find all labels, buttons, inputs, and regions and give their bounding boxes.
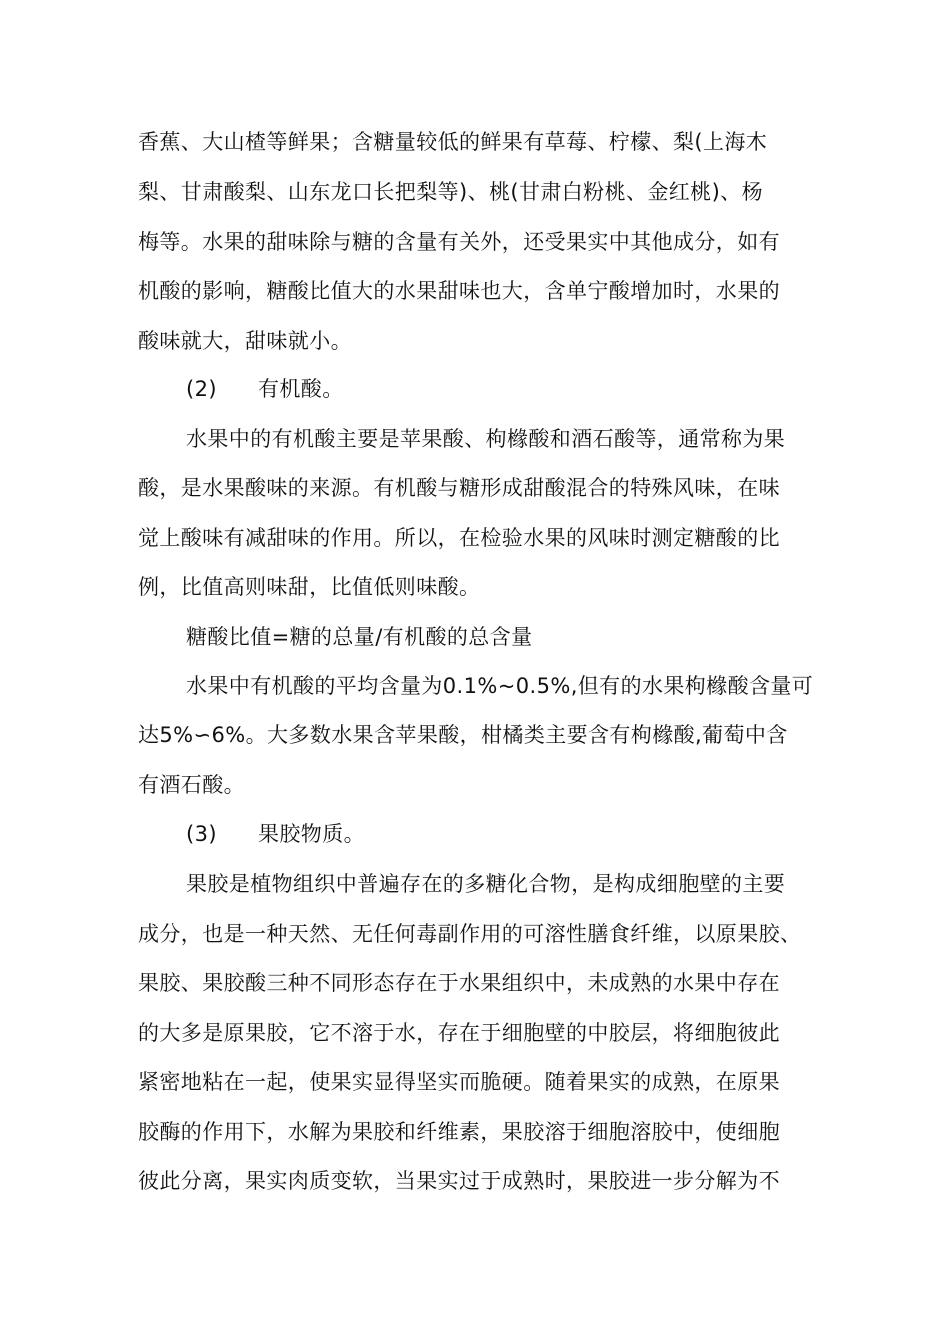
text-line: 胶酶的作用下，水解为果胶和纤维素，果胶溶于细胞溶胶中，使细胞 — [138, 1120, 780, 1144]
section-title: 有机酸。 — [258, 377, 344, 401]
text-line: 酸，是水果酸味的来源。有机酸与糖形成甜酸混合的特殊风味，在味 — [138, 476, 780, 500]
text-line: 梨、甘肃酸梨、山东龙口长把梨等)、桃(甘肃白粉桃、金红桃)、杨 — [138, 180, 763, 204]
text-line: 果胶、果胶酸三种不同形态存在于水果组织中，未成熟的水果中存在 — [138, 971, 780, 995]
section-number: (2) — [186, 377, 217, 401]
text-line: 紧密地粘在一起，使果实显得坚实而脆硬。随着果实的成熟，在原果 — [138, 1070, 780, 1094]
text-line: 成分，也是一种天然、无任何毒副作用的可溶性膳食纤维，以原果胶、 — [138, 922, 802, 946]
text-line: 酸味就大，甜味就小。 — [138, 329, 352, 353]
section-heading-2 — [186, 374, 876, 404]
text-line: 水果中的有机酸主要是苹果酸、枸橼酸和酒石酸等，通常称为果 — [186, 427, 786, 451]
text-line: 果胶是植物组织中普遍存在的多糖化合物，是构成细胞壁的主要 — [186, 872, 786, 896]
text-line: 机酸的影响，糖酸比值大的水果甜味也大，含单宁酸增加时，水果的 — [138, 279, 780, 303]
text-line: 的大多是原果胶，它不溶于水，存在于细胞壁的中胶层，将细胞彼此 — [138, 1021, 780, 1045]
text-line: 香蕉、大山楂等鲜果；含糖量较低的鲜果有草莓、柠檬、梨(上海木 — [138, 130, 768, 154]
text-line: 达5%∽6%。大多数水果含苹果酸，柑橘类主要含有枸橼酸,葡萄中含 — [138, 723, 788, 747]
section-heading-3 — [186, 819, 876, 849]
formula-line: 糖酸比值=糖的总量/有机酸的总含量 — [186, 625, 533, 649]
text-line: 水果中有机酸的平均含量为0.1%~0.5%,但有的水果枸橼酸含量可 — [186, 674, 814, 698]
text-line: 例，比值高则味甜，比值低则味酸。 — [138, 575, 481, 599]
section-number: (3) — [186, 822, 217, 846]
section-title: 果胶物质。 — [258, 822, 365, 846]
text-line: 觉上酸味有减甜味的作用。所以，在检验水果的风味时测定糖酸的比 — [138, 526, 780, 550]
text-line: 有酒石酸。 — [138, 773, 245, 797]
text-line: 梅等。水果的甜味除与糖的含量有关外，还受果实中其他成分，如有 — [138, 230, 780, 254]
text-line: 彼此分离，果实肉质变软，当果实过于成熟时，果胶进一步分解为不 — [138, 1169, 780, 1193]
